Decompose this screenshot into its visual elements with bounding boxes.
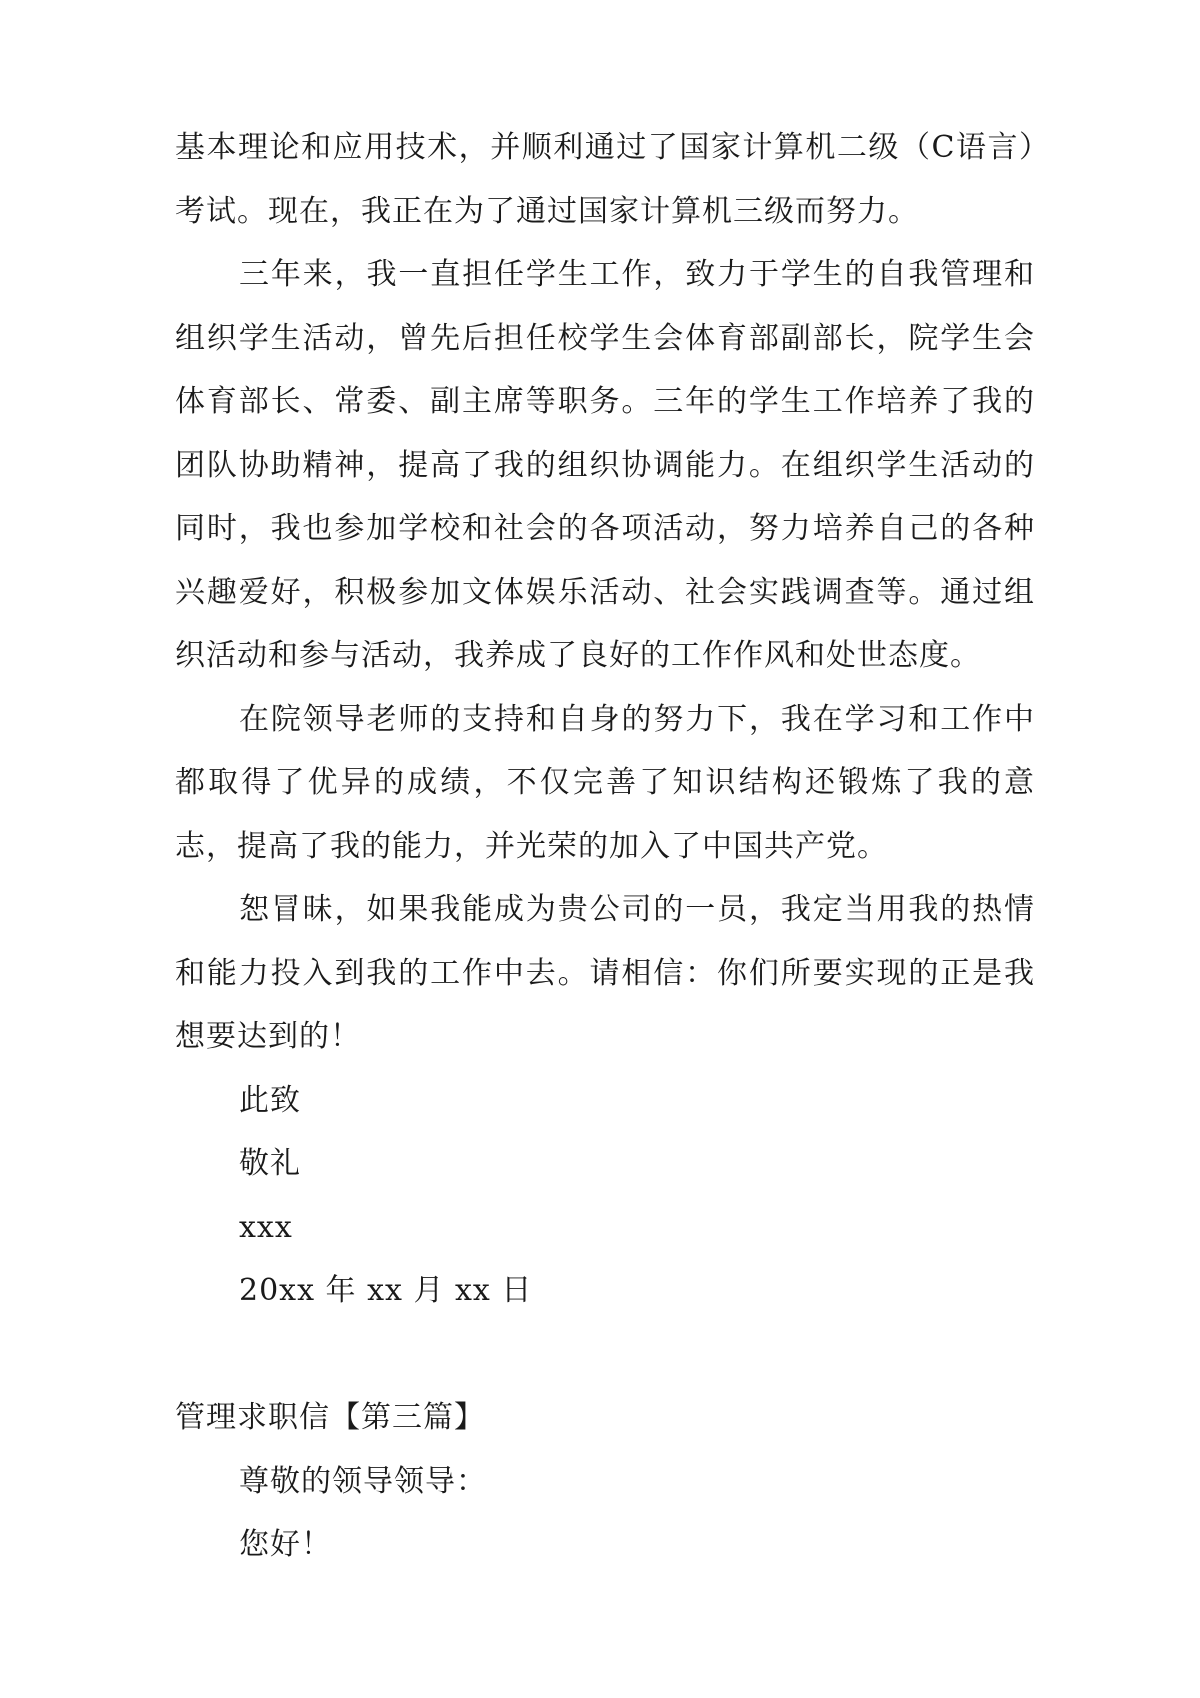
section-greeting: 尊敬的领导领导：	[239, 1463, 487, 1499]
signature: xxx	[239, 1209, 293, 1245]
paragraph-achievements: 在院领导老师的支持和自身的努力下，我在学习和工作中都取得了优异的成绩，不仅完善了知识结构还锻炼了我的意志，提高了我的能力，并光荣的加入了中国共产党。	[175, 701, 1035, 864]
paragraph-education: 基本理论和应用技术，并顺利通过了国家计算机二级（C语言）考试。现在，我正在为了通过国家计算机三级而努力。	[175, 130, 1035, 229]
closing-phrase: 此致	[239, 1082, 301, 1118]
paragraph-student-work: 三年来，我一直担任学生工作，致力于学生的自我管理和组织学生活动，曾先后担任校学生会体育部副部长，院学生会体育部长、常委、副主席等职务。三年的学生工作培养了我的团队协助精神，提高了我的组织协调能力。在组织学生活动的同时，我也参加学校和社会的各项活动，努力培养自己的各种兴趣爱好，积极参加文体娱乐活动、社会实践调查等。通过组织活动和参与活动，我养成了良好的工作作风和处世态度。	[175, 257, 1035, 673]
letter-body	[175, 116, 1035, 1577]
section-hello: 您好！	[239, 1527, 332, 1562]
paragraph-closing-request: 恕冒昧，如果我能成为贵公司的一员，我定当用我的热情和能力投入到我的工作中去。请相信：你们所要实现的正是我想要达到的！	[175, 892, 1035, 1054]
letter-date: 20xx 年 xx 月 xx 日	[239, 1273, 533, 1308]
section-title: 管理求职信【第三篇】	[175, 1400, 485, 1435]
salute-phrase: 敬礼	[239, 1146, 301, 1181]
